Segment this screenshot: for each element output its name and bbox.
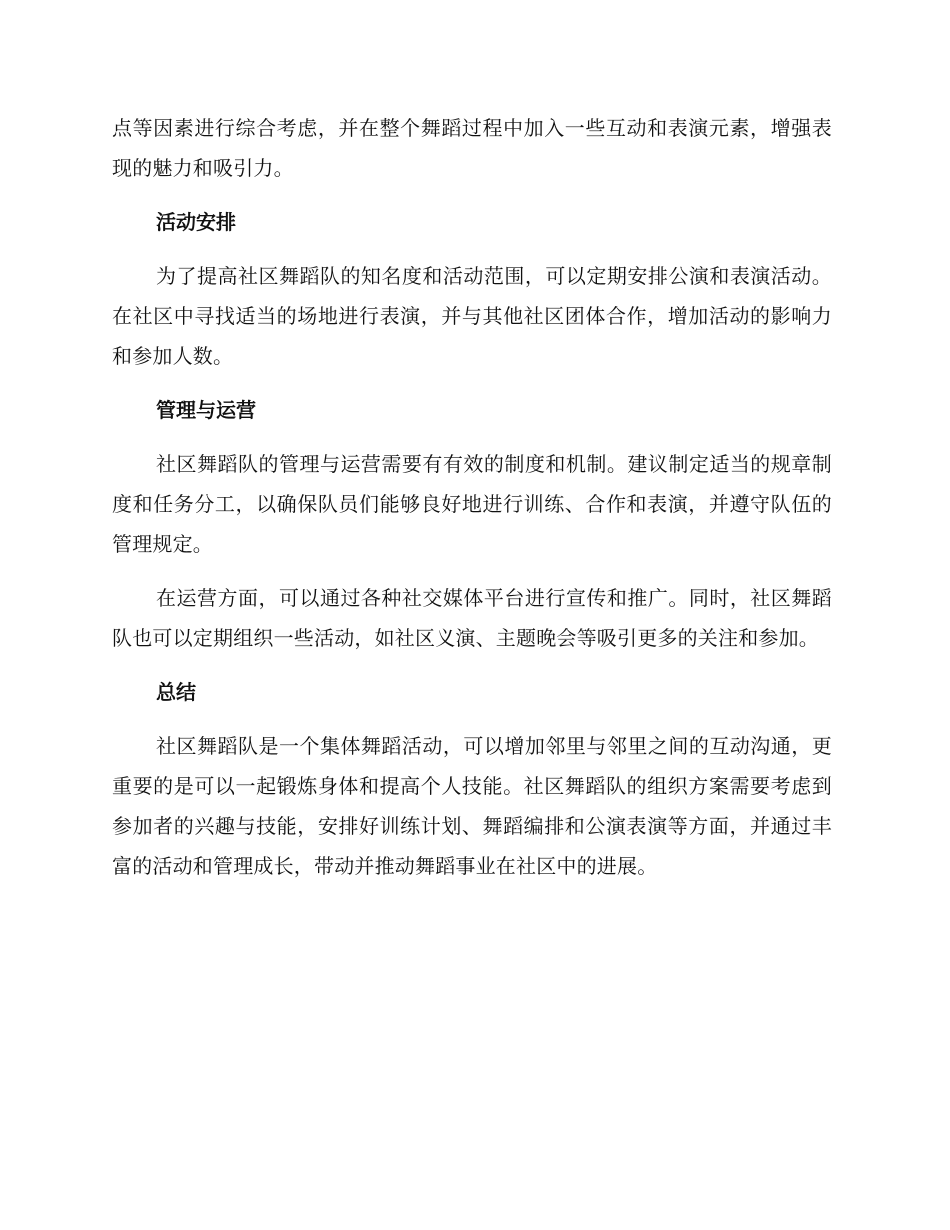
activities-paragraph: 为了提高社区舞蹈队的知名度和活动范围，可以定期安排公演和表演活动。在社区中寻找适当的场地进行表演，并与其他社区团体合作，增加活动的影响力和参加人数。	[112, 264, 832, 368]
section-heading-summary: 总结	[156, 680, 196, 704]
intro-paragraph: 点等因素进行综合考虑，并在整个舞蹈过程中加入一些互动和表演元素，增强表现的魅力和吸引力。	[112, 116, 832, 180]
document-body	[112, 108, 832, 886]
management-paragraph-2: 在运营方面，可以通过各种社交媒体平台进行宣传和推广。同时，社区舞蹈队也可以定期组织一些活动，如社区义演、主题晚会等吸引更多的关注和参加。	[112, 586, 832, 650]
summary-paragraph: 社区舞蹈队是一个集体舞蹈活动，可以增加邻里与邻里之间的互动沟通，更重要的是可以一起锻炼身体和提高个人技能。社区舞蹈队的组织方案需要考虑到参加者的兴趣与技能，安排好训练计划、舞蹈编排和公演表演等方面，并通过丰富的活动和管理成长，带动并推动舞蹈事业在社区中的进展。	[112, 734, 832, 878]
management-paragraph-1: 社区舞蹈队的管理与运营需要有有效的制度和机制。建议制定适当的规章制度和任务分工，以确保队员们能够良好地进行训练、合作和表演，并遵守队伍的管理规定。	[112, 452, 832, 556]
section-heading-management: 管理与运营	[156, 398, 256, 422]
section-heading-activities: 活动安排	[156, 210, 236, 234]
